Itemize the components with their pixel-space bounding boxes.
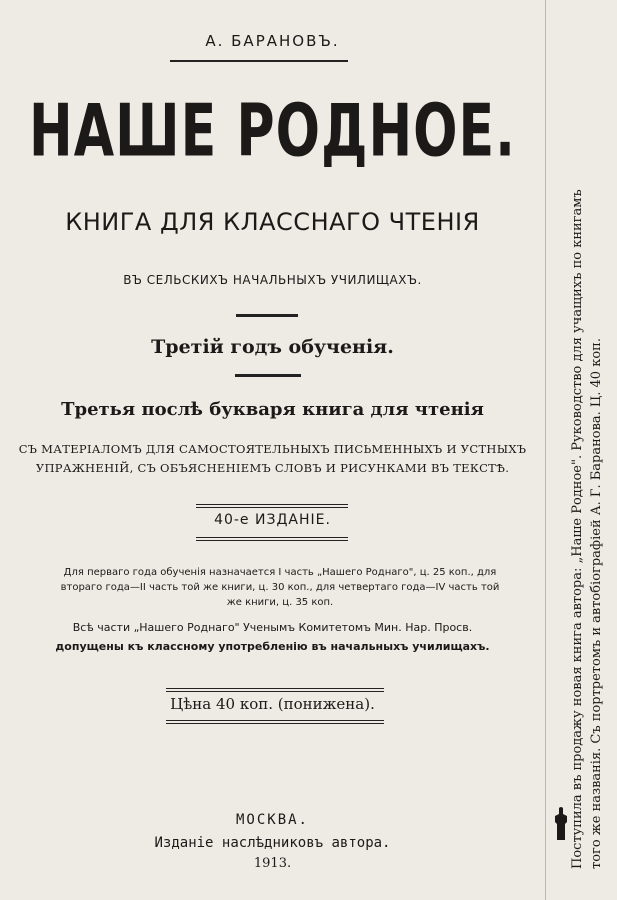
material-description xyxy=(0,440,545,478)
divider xyxy=(235,374,301,377)
side-note-line-2: того же названія. Съ портретомъ и автобіографіей А. Г. Баранова. Ц. 40 коп. xyxy=(589,338,604,869)
price-rule-top xyxy=(166,688,384,692)
side-note-line-1: Поступила въ продажу новая книга автора: „Наше Родное". Руководство для учащихъ по книгамъ xyxy=(570,189,585,869)
edition-label: 40-е ИЗДАНІЕ. xyxy=(214,512,331,528)
price-label: Цѣна 40 коп. (понижена). xyxy=(170,695,375,713)
parts-line-1: Для перваго года обученія назначается I часть „Нашего Роднаго", ц. 25 коп., для xyxy=(63,567,497,578)
edition-rule-top xyxy=(196,504,348,508)
approval-note xyxy=(0,618,545,656)
book-subtitle: КНИГА ДЛЯ КЛАССНАГО ЧТЕНІЯ xyxy=(65,208,480,236)
parts-line-3: же книги, ц. 35 коп. xyxy=(226,597,334,608)
author-name: А. БАРАНОВЪ. xyxy=(205,32,340,50)
book-title: НАШЕ РОДНОЕ. xyxy=(29,88,516,173)
schools-line: ВЪ СЕЛЬСКИХЪ НАЧАЛЬНЫХЪ УЧИЛИЩАХЪ. xyxy=(123,273,422,287)
year-of-study: Третій годъ обученія. xyxy=(151,336,394,358)
parts-note xyxy=(30,565,530,610)
edition-rule-bottom xyxy=(196,537,348,541)
material-line-1: СЪ МАТЕРІАЛОМЪ ДЛЯ САМОСТОЯТЕЛЬНЫХЪ ПИСЬМЕННЫХЪ И УСТНЫХЪ xyxy=(18,442,527,456)
material-line-2: УПРАЖНЕНІЙ, СЪ ОБЪЯСНЕНІЕМЪ СЛОВЪ И РИСУНКАМИ ВЪ ТЕКСТѢ. xyxy=(35,461,510,475)
parts-line-2: втораго года—II часть той же книги, ц. 30 коп., для четвертаго года—IV часть той xyxy=(60,582,500,593)
imprint-city: МОСКВА. xyxy=(235,812,309,828)
divider xyxy=(236,314,298,317)
imprint-year: 1913. xyxy=(253,856,292,871)
price-rule-bottom xyxy=(166,720,384,724)
author-rule xyxy=(170,60,348,62)
approval-line-1: Всѣ части „Нашего Роднаго" Ученымъ Комитетомъ Мин. Нар. Просв. xyxy=(72,621,473,634)
reader-line: Третья послѣ букваря книга для чтенія xyxy=(61,399,484,420)
imprint-publisher: Изданіе наслѣдниковъ автора. xyxy=(154,835,391,851)
approval-line-2: допущены къ классному употребленію въ начальныхъ училищахъ. xyxy=(55,640,490,653)
side-note-text xyxy=(568,9,606,869)
pointing-hand-icon xyxy=(552,806,570,840)
